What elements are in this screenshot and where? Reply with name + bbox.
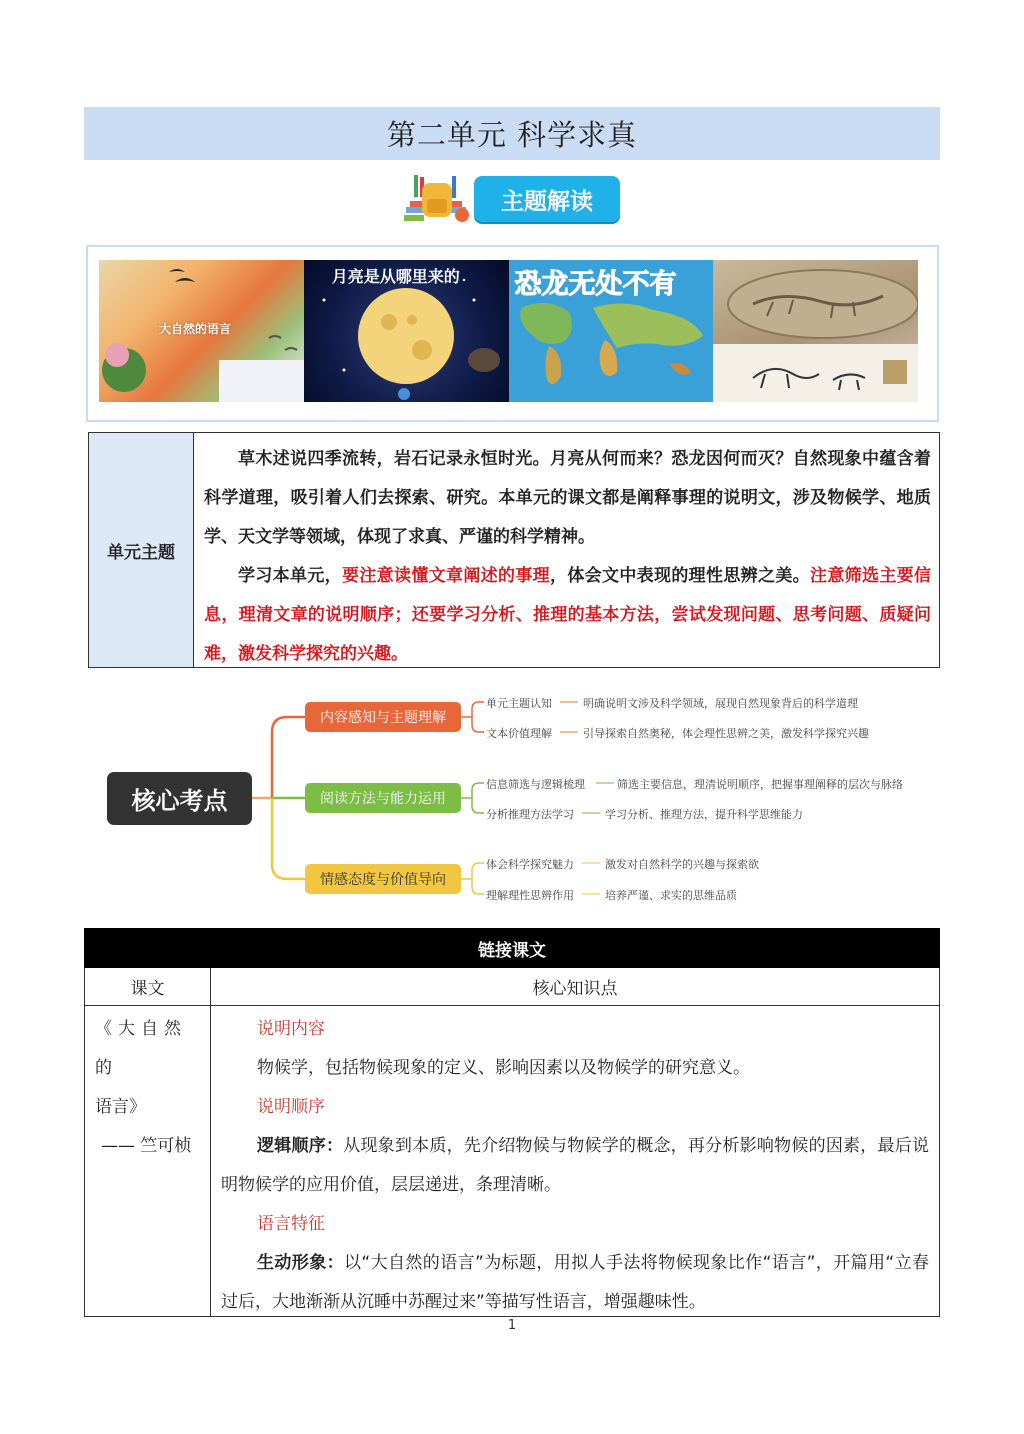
- section-title: 语言特征: [257, 1214, 325, 1234]
- nature-seasons-image: [99, 260, 304, 402]
- panel2-caption: 月亮是从哪里来的: [331, 267, 460, 286]
- section-text: 物候学，包括物候现象的定义、影响因素以及物候学的研究意义。: [257, 1058, 750, 1078]
- mindmap-leaf-desc: 明确说明文涉及科学领域，展现自然现象背后的科学道理: [583, 697, 858, 710]
- mindmap-leaf-desc: 引导探索自然奥秘，体会理性思辨之美，激发科学探究兴趣: [583, 727, 869, 740]
- unit-theme-paragraph-1: 草木述说四季流转，岩石记录永恒时光。月亮从何而来？恐龙因何而灭？自然现象中蕴含着科学道理，吸引着人们去探索、研究。本单元的课文都是阐释事理的说明文，涉及物候学、地质学、天文学等领域，体现了求真、严谨的科学精神。: [204, 449, 931, 547]
- unit-title: 第二单元 科学求真: [386, 118, 638, 152]
- unit-theme-label: 单元主题: [89, 433, 194, 667]
- mindmap-leaf-desc: 筛选主要信息，理清说明顺序，把握事理阐释的层次与脉络: [617, 778, 903, 791]
- fossil-image: [713, 260, 918, 402]
- mindmap-leaf: 单元主题认知: [486, 697, 552, 710]
- mindmap-leaf: 信息筛选与逻辑梳理: [486, 778, 585, 791]
- mindmap-leaf-desc: 培养严谨、求实的思维品质: [605, 889, 737, 902]
- mindmap-branch-2: 阅读方法与能力运用: [305, 783, 461, 813]
- unit-theme-paragraph-2: [204, 557, 931, 674]
- section-title: 说明顺序: [257, 1097, 325, 1117]
- moon-image: [304, 260, 509, 402]
- unit-title-bar: [84, 107, 940, 160]
- column-header-points: 核心知识点: [532, 979, 618, 999]
- illustration-strip: [99, 260, 918, 402]
- section-keyword: 逻辑顺序：: [257, 1136, 344, 1156]
- school-bag-icon: [400, 173, 472, 225]
- mindmap-leaf-desc: 激发对自然科学的兴趣与探索欲: [605, 858, 759, 871]
- table-header-row: [85, 968, 939, 1006]
- section-text: [221, 1127, 929, 1205]
- lesson-title-line1: 《大自然的: [95, 1019, 187, 1078]
- knowledge-points-cell: [211, 1006, 939, 1316]
- para2-text-a: 学习本单元，: [238, 566, 342, 586]
- lesson-cell: [85, 1006, 211, 1316]
- section-keyword: 生动形象：: [257, 1253, 344, 1273]
- column-header-lesson: 课文: [85, 968, 211, 1005]
- mindmap-branch-3: 情感态度与价值导向: [305, 864, 461, 894]
- mindmap-core-node: 核心考点: [107, 772, 252, 825]
- panel1-caption: 大自然的语言: [159, 322, 232, 336]
- section-body: 从现象到本质，先介绍物候与物候学的概念，再分析影响物候的因素，最后说明物候学的应用价值，层层递进，条理清晰。: [221, 1136, 930, 1195]
- panel3-caption: 恐龙无处不有: [514, 269, 677, 300]
- section-body: 以“大自然的语言”为标题，用拟人手法将物候现象比作“语言”，开篇用“立春过后，大地渐渐从沉睡中苏醒过来”等描写性语言，增强趣味性。: [221, 1253, 929, 1312]
- dinosaur-map-image: [509, 260, 714, 402]
- unit-theme-content: [194, 433, 939, 667]
- mindmap-leaf: 体会科学探究魅力: [486, 858, 574, 871]
- table-row: [85, 1006, 939, 1316]
- para2-highlight-b: 要注意读懂文章阐述的事理: [342, 566, 550, 586]
- theme-badge: [400, 173, 620, 225]
- linked-lessons-body: [84, 968, 940, 1317]
- mindmap-leaf: 文本价值理解: [486, 727, 552, 740]
- unit-theme-table: [88, 432, 940, 668]
- linked-lessons-table: [84, 928, 940, 1317]
- para2-text-c: ，体会文中表现的理性思辨之美。: [550, 566, 810, 586]
- lesson-author: —— 竺可桢: [101, 1136, 192, 1156]
- mindmap-leaf: 分析推理方法学习: [486, 808, 574, 821]
- mindmap-leaf: 理解理性思辨作用: [486, 889, 574, 902]
- theme-interpretation-button: 主题解读: [474, 176, 620, 222]
- section-title: 说明内容: [257, 1019, 325, 1039]
- mindmap-leaf-desc: 学习分析、推理方法，提升科学思维能力: [605, 808, 803, 821]
- section-text: [221, 1244, 929, 1322]
- page-number: 1: [507, 1318, 517, 1333]
- mindmap-branch-1: 内容感知与主题理解: [305, 702, 461, 732]
- lesson-title-line2: 语言》: [95, 1097, 146, 1117]
- linked-lessons-title: 链接课文: [84, 928, 940, 968]
- para2-highlight-d: 注意筛选主要信息，理清文章的说明顺序；还要学习分析、推理的基本方法，尝试发现问题、思考问题、质疑问难，激发科学探究的兴趣。: [204, 566, 931, 664]
